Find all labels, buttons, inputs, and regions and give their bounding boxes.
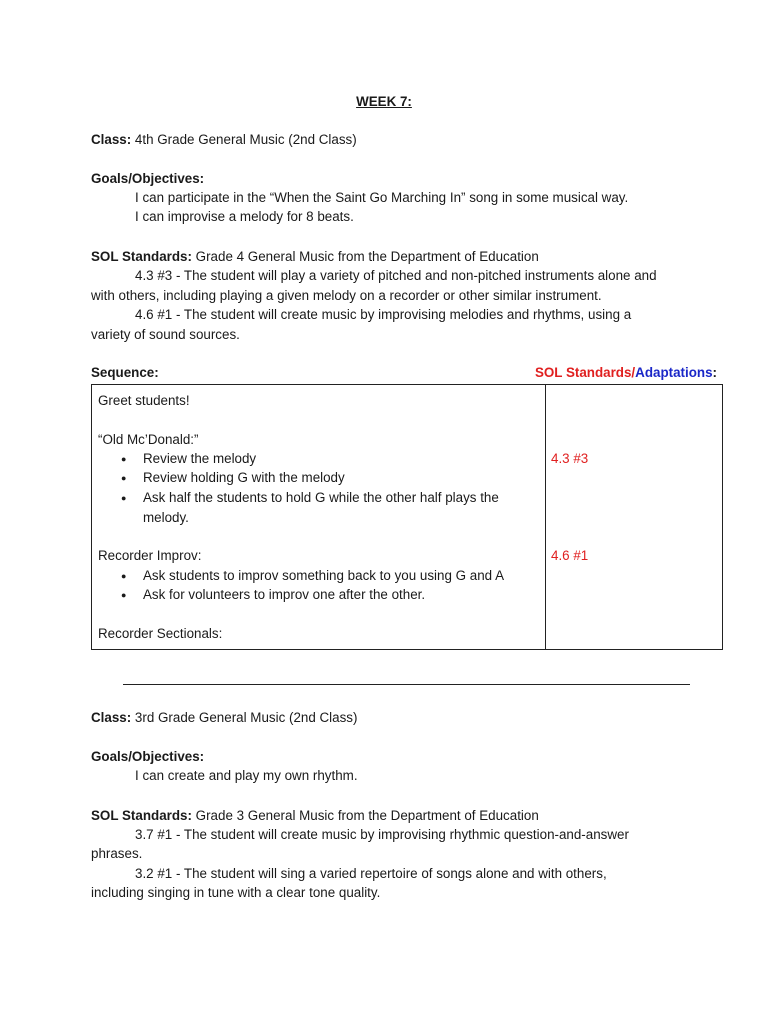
goal-item: I can improvise a melody for 8 beats. bbox=[135, 209, 354, 224]
adaptations-label bbox=[535, 364, 717, 382]
sol-value: Grade 3 General Music from the Department of Education bbox=[191, 808, 539, 823]
sequence-header bbox=[91, 364, 717, 382]
sol-standard-line: phrases. bbox=[91, 846, 143, 861]
sectionals-text: Recorder Sectionals: bbox=[98, 626, 223, 641]
old-mcdonald-title: “Old Mc’Donald:” bbox=[98, 432, 199, 447]
list-item: Ask for volunteers to improv one after the other. bbox=[143, 587, 426, 602]
adapt-word-text: Adaptations bbox=[635, 365, 713, 380]
greet-text: Greet students! bbox=[98, 393, 190, 408]
sol-label: SOL Standards: bbox=[91, 808, 192, 823]
sol-standard-line: 4.6 #1 - The student will create music by improvising melodies and rhythms, using a bbox=[135, 307, 632, 322]
table-divider bbox=[545, 385, 546, 649]
class-value: 4th Grade General Music (2nd Class) bbox=[131, 132, 357, 147]
sol-standard-line: 3.2 #1 - The student will sing a varied repertoire of songs alone and with others, bbox=[135, 866, 607, 881]
sol-line-1 bbox=[91, 247, 539, 267]
sol-standard-line: 4.3 #3 - The student will play a variety of pitched and non-pitched instruments alone and bbox=[135, 268, 657, 283]
sol-standard-line: including singing in tune with a clear tone quality. bbox=[91, 885, 381, 900]
bullet-icon: ● bbox=[121, 473, 127, 483]
list-item: Ask students to improv something back to you using G and A bbox=[143, 568, 504, 583]
sol-standard-line: with others, including playing a given melody on a recorder or other similar instrument. bbox=[91, 288, 602, 303]
goal-item: I can participate in the “When the Saint Go Marching In” song in some musical way. bbox=[135, 190, 629, 205]
bullet-icon: ● bbox=[121, 571, 127, 581]
sequence-table bbox=[91, 384, 723, 650]
list-item: Ask half the students to hold G while the other half plays the bbox=[143, 490, 499, 505]
sol-value: Grade 4 General Music from the Department of Education bbox=[191, 249, 539, 264]
sequence-label: Sequence: bbox=[91, 365, 159, 380]
list-item: Review holding G with the melody bbox=[143, 470, 345, 485]
adapt-colon: : bbox=[712, 365, 717, 380]
section-divider bbox=[123, 684, 690, 685]
bullet-icon: ● bbox=[121, 590, 127, 600]
bullet-icon: ● bbox=[121, 493, 127, 503]
goals-label: Goals/Objectives: bbox=[91, 749, 205, 764]
sol-line-2 bbox=[91, 806, 539, 826]
class-line-2 bbox=[91, 708, 357, 728]
bullet-icon: ● bbox=[121, 454, 127, 464]
list-item-continued: melody. bbox=[143, 510, 189, 525]
sol-standard-line: variety of sound sources. bbox=[91, 327, 240, 342]
list-item: Review the melody bbox=[143, 451, 257, 466]
standard-ref: 4.3 #3 bbox=[551, 451, 589, 466]
class-label: Class: bbox=[91, 132, 132, 147]
class-label: Class: bbox=[91, 710, 132, 725]
class-line-1 bbox=[91, 130, 357, 150]
week-title: WEEK 7: bbox=[356, 94, 412, 109]
sol-label: SOL Standards: bbox=[91, 249, 192, 264]
class-value: 3rd Grade General Music (2nd Class) bbox=[131, 710, 358, 725]
goal-item: I can create and play my own rhythm. bbox=[135, 768, 358, 783]
standard-ref: 4.6 #1 bbox=[551, 548, 589, 563]
goals-label: Goals/Objectives: bbox=[91, 171, 205, 186]
adapt-sol-text: SOL Standards/ bbox=[534, 365, 636, 380]
improv-title: Recorder Improv: bbox=[98, 548, 202, 563]
sol-standard-line: 3.7 #1 - The student will create music by improvising rhythmic question-and-answer bbox=[135, 827, 629, 842]
